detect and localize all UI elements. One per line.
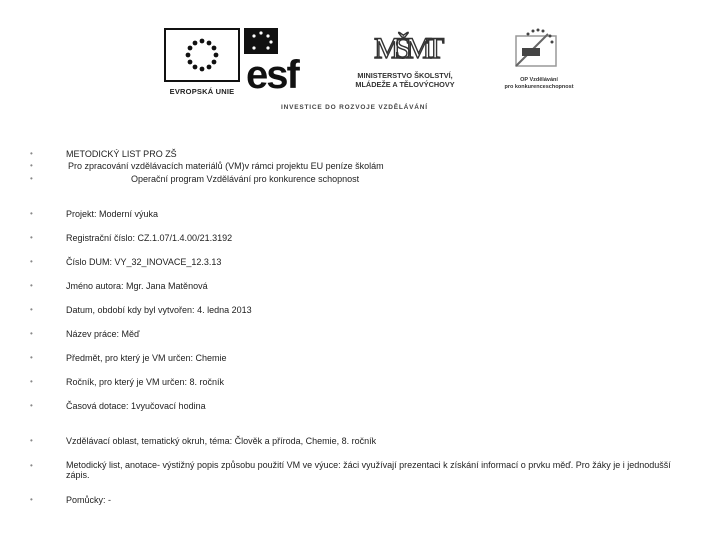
tagline: INVESTICE DO ROZVOJE VZDĚLÁVÁNÍ xyxy=(281,104,428,111)
eu-flag-icon xyxy=(164,28,240,82)
esf-logo xyxy=(244,28,316,92)
bullet-icon: • xyxy=(30,233,33,242)
list-item-time: Časová dotace: 1vyučovací hodina xyxy=(66,401,206,411)
bullet-icon: • xyxy=(30,401,33,410)
msmt-caption-line2: MLÁDEŽE A TĚLOVÝCHOVY xyxy=(355,80,455,89)
bullet-icon: • xyxy=(30,329,33,338)
header-line-3: Operační program Vzdělávání pro konkurence schopnost xyxy=(131,174,360,184)
bullet-icon: • xyxy=(30,495,33,504)
list-item-annotation: Metodický list, anotace- výstižný popis způsobu použití VM ve výuce: žáci využívají prezentaci k získání informací o prvku měď. Pro žáky je i jednodušší zápis. xyxy=(66,460,671,480)
bullet-icon: • xyxy=(30,436,33,445)
msmt-mark: MŠMT xyxy=(374,32,439,65)
bullet-icon: • xyxy=(30,161,33,170)
eu-logo xyxy=(164,28,240,96)
list-item-dum-number: Číslo DUM: VY_32_INOVACE_12.3.13 xyxy=(66,257,222,267)
list-item-area: Vzdělávací oblast, tematický okruh, téma: Člověk a příroda, Chemie, 8. ročník xyxy=(66,436,377,446)
bullet-icon: • xyxy=(30,305,33,314)
msmt-caption-line1: MINISTERSTVO ŠKOLSTVÍ, xyxy=(357,71,453,80)
list-item-project: Projekt: Moderní výuka xyxy=(66,209,159,219)
bullet-icon: • xyxy=(30,174,33,183)
op-caption-line1: OP Vzdělávání xyxy=(520,77,558,83)
bullet-icon: • xyxy=(30,257,33,266)
bullet-icon: • xyxy=(30,209,33,218)
bullet-icon: • xyxy=(30,377,33,386)
op-logo-icon xyxy=(494,28,584,72)
bullet-icon: • xyxy=(30,281,33,290)
list-item-tools: Pomůcky: - xyxy=(66,495,112,505)
bullet-icon: • xyxy=(30,461,33,470)
header-line-1: METODICKÝ LIST PRO ZŠ xyxy=(66,149,177,159)
op-caption-line2: pro konkurenceschopnost xyxy=(504,84,574,90)
list-item-subject: Předmět, pro který je VM určen: Chemie xyxy=(66,353,227,363)
esf-wordmark: esf xyxy=(246,53,298,92)
bullet-icon: • xyxy=(30,149,33,158)
list-item-registration: Registrační číslo: CZ.1.07/1.4.00/21.3192 xyxy=(66,233,233,243)
list-item-grade: Ročník, pro který je VM určen: 8. ročník xyxy=(66,377,225,387)
list-item-title: Název práce: Měď xyxy=(66,329,140,339)
bullet-icon: • xyxy=(30,353,33,362)
eu-caption: EVROPSKÁ UNIE xyxy=(169,87,235,96)
op-logo xyxy=(494,28,584,96)
header-line-2: Pro zpracování vzdělávacích materiálů (VM)v rámci projektu EU peníze školám xyxy=(68,161,384,171)
msmt-logo xyxy=(340,26,470,96)
list-item-author: Jméno autora: Mgr. Jana Matěnová xyxy=(66,281,208,291)
list-item-date: Datum, období kdy byl vytvořen: 4. ledna 2013 xyxy=(66,305,252,315)
